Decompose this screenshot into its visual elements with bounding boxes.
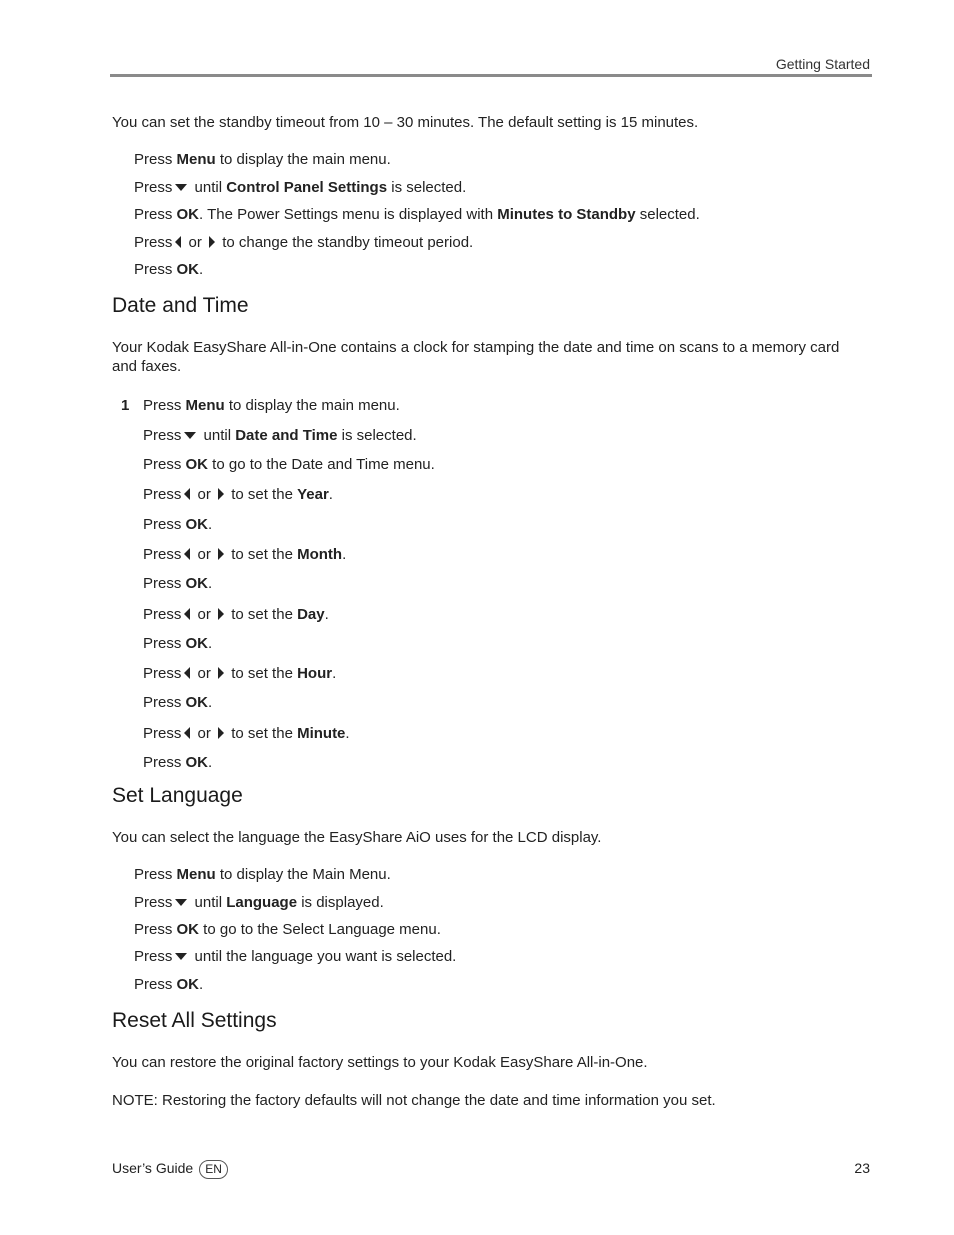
standby-intro: You can set the standby timeout from 10 – 30 minutes. The default setting is 15 minutes. xyxy=(112,114,699,131)
left-arrow-icon xyxy=(184,488,190,500)
reset-intro: You can restore the original factory settings to your Kodak EasyShare All-in-One. xyxy=(112,1054,648,1071)
language-intro: You can select the language the EasyShare AiO uses for the LCD display. xyxy=(112,829,602,846)
language-step-1: Press Menu to display the Main Menu. xyxy=(134,866,391,883)
reset-note: NOTE: Restoring the factory defaults will not change the date and time information you set. xyxy=(112,1092,716,1109)
language-step-4: Press until the language you want is selected. xyxy=(134,948,457,965)
language-badge: EN xyxy=(199,1160,228,1179)
date-step-8: Press or to set the Day. xyxy=(143,606,329,623)
date-step-1: Press Menu to display the main menu. xyxy=(143,397,400,414)
date-step-11: Press OK. xyxy=(143,694,213,711)
date-step-9: Press OK. xyxy=(143,635,213,652)
date-time-intro: Your Kodak EasyShare All-in-One contains a clock for stamping the date and time on scans to a memory card and faxes. xyxy=(112,339,840,375)
date-step-4: Press or to set the Year. xyxy=(143,486,333,503)
left-arrow-icon xyxy=(184,548,190,560)
date-step-6: Press or to set the Month. xyxy=(143,546,347,563)
running-header: Getting Started xyxy=(775,56,870,72)
right-arrow-icon xyxy=(218,548,224,560)
left-arrow-icon xyxy=(184,667,190,679)
reset-heading: Reset All Settings xyxy=(112,1009,277,1032)
right-arrow-icon xyxy=(218,488,224,500)
left-arrow-icon xyxy=(175,236,181,248)
standby-step-5: Press OK. xyxy=(134,261,204,278)
date-step-12: Press or to set the Minute. xyxy=(143,725,350,742)
right-arrow-icon xyxy=(209,236,215,248)
date-step-10: Press or to set the Hour. xyxy=(143,665,337,682)
standby-step-4: Press or to change the standby timeout period. xyxy=(134,234,474,251)
standby-step-3: Press OK. The Power Settings menu is displayed with Minutes to Standby selected. xyxy=(134,206,700,223)
date-step-3: Press OK to go to the Date and Time menu. xyxy=(143,456,435,473)
footer-guide: User’s Guide EN xyxy=(112,1160,228,1179)
standby-step-2: Press until Control Panel Settings is selected. xyxy=(134,179,467,196)
down-arrow-icon xyxy=(175,184,187,191)
right-arrow-icon xyxy=(218,608,224,620)
set-language-heading: Set Language xyxy=(112,784,243,807)
down-arrow-icon xyxy=(175,899,187,906)
language-step-2: Press until Language is displayed. xyxy=(134,894,384,911)
down-arrow-icon xyxy=(184,432,196,439)
step-number: 1 xyxy=(121,397,130,414)
header-rule xyxy=(110,74,872,77)
right-arrow-icon xyxy=(218,727,224,739)
date-step-5: Press OK. xyxy=(143,516,213,533)
language-step-3: Press OK to go to the Select Language menu. xyxy=(134,921,441,938)
page-number: 23 xyxy=(854,1160,870,1176)
left-arrow-icon xyxy=(184,727,190,739)
date-step-2: Press until Date and Time is selected. xyxy=(143,427,417,444)
right-arrow-icon xyxy=(218,667,224,679)
standby-step-1: Press Menu to display the main menu. xyxy=(134,151,391,168)
date-step-7: Press OK. xyxy=(143,575,213,592)
date-time-heading: Date and Time xyxy=(112,294,249,317)
language-step-5: Press OK. xyxy=(134,976,204,993)
date-step-13: Press OK. xyxy=(143,754,213,771)
down-arrow-icon xyxy=(175,953,187,960)
left-arrow-icon xyxy=(184,608,190,620)
